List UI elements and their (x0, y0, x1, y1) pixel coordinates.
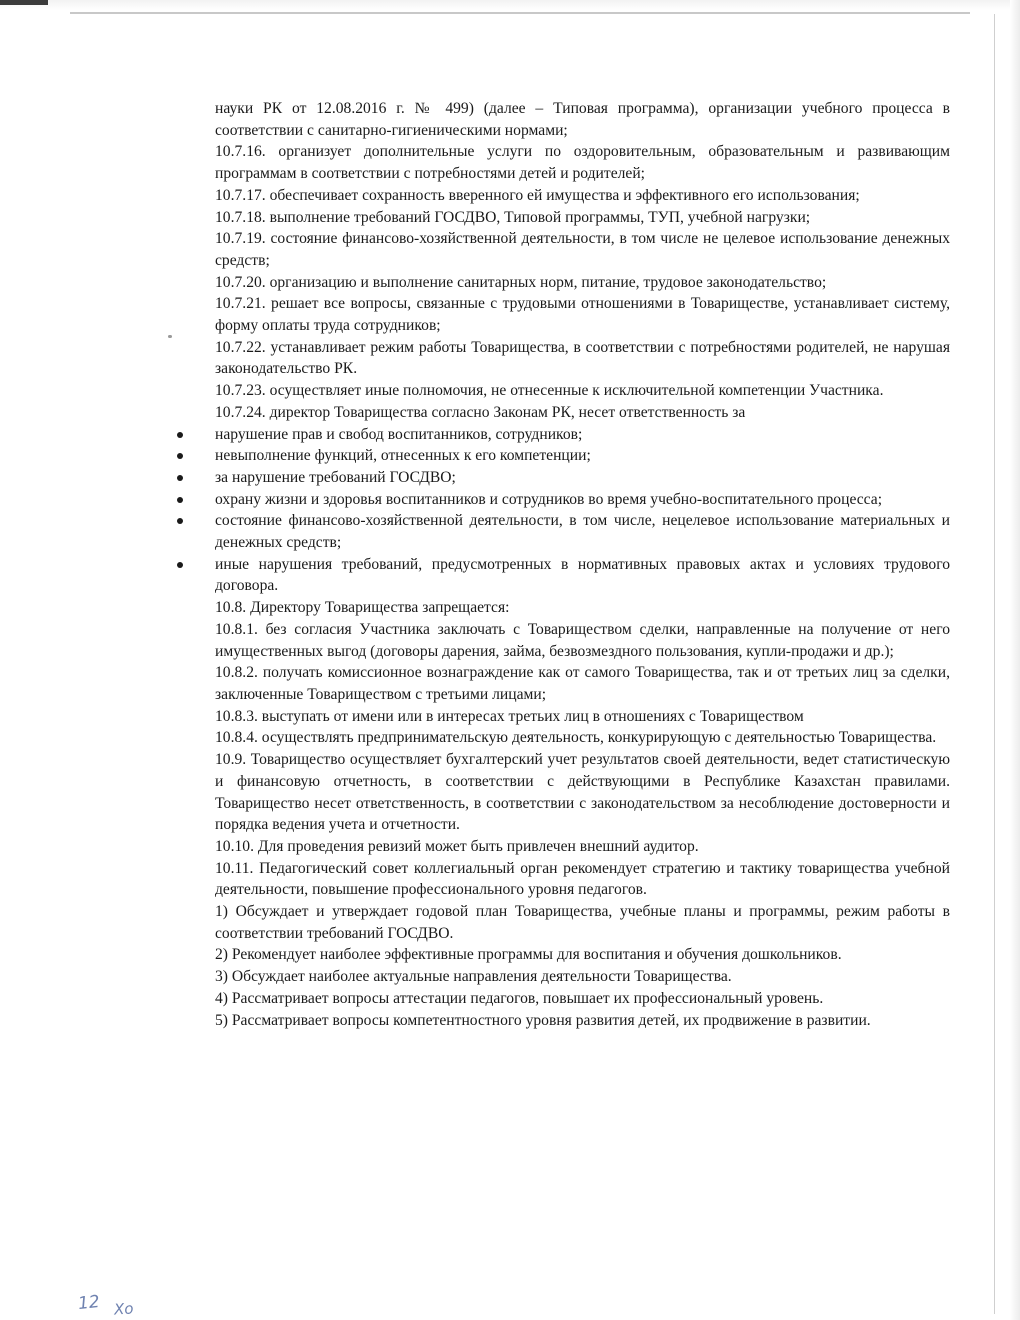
bullet-icon (177, 562, 183, 568)
scan-corner-mark (0, 0, 48, 5)
paragraph: 3) Обсуждает наиболее актуальные направления деятельности Товарищества. (215, 968, 732, 986)
list-item-text: иные нарушения требований, предусмотренных в нормативных правовых актах и условиях трудового договора. (215, 555, 950, 595)
bullet-icon (177, 432, 183, 438)
handwritten-initials: Хо (113, 1299, 135, 1319)
paragraph: 10.8.1. без согласия Участника заключать с Товариществом сделки, направленные на получение от него имущественных выгод (договоры дарения, займа, безвозмездного пользования, купли-продажи и др.); (215, 620, 950, 660)
list-item (215, 424, 950, 446)
stray-mark (168, 335, 172, 338)
list-item (215, 510, 950, 553)
paragraph: 10.7.20. организацию и выполнение санитарных норм, питание, трудовое законодательство; (215, 273, 827, 291)
paragraph: 10.7.19. состояние финансово-хозяйственной деятельности, в том числе не целевое использование денежных средств; (215, 230, 950, 269)
scan-right-line (994, 14, 995, 1314)
bullet-icon (177, 475, 183, 481)
list-item-text: за нарушение требований ГОСДВО; (215, 468, 456, 486)
paragraph: 10.7.17. обеспечивает сохранность вверенного ей имущества и эффективного его использования; (215, 186, 860, 204)
scan-top-edge (0, 0, 1020, 10)
paragraph: 10.7.16. организует дополнительные услуги по оздоровительным, образовательным и развивающим программам в соответствии с потребностями детей и родителей; (215, 143, 950, 183)
list-item-text: охрану жизни и здоровья воспитанников и сотрудников во время учебно-воспитательного процесса; (215, 490, 883, 508)
paragraph: 10.7.21. решает все вопросы, связанные с трудовыми отношениями в Товариществе, устанавливает систему, форму оплаты труда сотрудников; (215, 295, 950, 335)
handwritten-page-number: 12 (77, 1291, 101, 1315)
paragraph: 10.8.3. выступать от имени или в интересах третьих лиц в отношениях с Товариществом (215, 707, 804, 725)
list-item (215, 554, 950, 597)
paragraph: 10.7.24. директор Товарищества согласно Законам РК, несет ответственность за (215, 403, 746, 421)
document-body (215, 98, 950, 1031)
paragraph: 2) Рекомендует наиболее эффективные программы для воспитания и обучения дошкольников. (215, 946, 842, 964)
list-item (215, 467, 950, 489)
scan-right-edge (1010, 0, 1020, 1320)
paragraph: 10.7.18. выполнение требований ГОСДВО, Типовой программы, ТУП, учебной нагрузки; (215, 208, 811, 226)
list-item-text: состояние финансово-хозяйственной деятельности, в том числе, нецелевое использование материальных и денежных средств; (215, 512, 950, 552)
responsibility-list (215, 424, 950, 598)
paragraph: 10.9. Товарищество осуществляет бухгалтерский учет результатов своей деятельности, ведет статистическую и финансовую отчетность, в соответствии с действующими в Республике Казахстан правилами. Товарищество несет ответственность, в соответствии с законодательством за несоблюдение достоверности и порядка ведения учета и отчетности. (215, 751, 950, 834)
paragraph: 1) Обсуждает и утверждает годовой план Товарищества, учебные планы и программы, режим работы в соответствии требований ГОСДВО. (215, 903, 950, 942)
paragraph: 10.7.23. осуществляет иные полномочия, не отнесенные к исключительной компетенции Участника. (215, 382, 884, 400)
scan-top-line (70, 12, 970, 14)
paragraph: 10.10. Для проведения ревизий может быть привлечен внешний аудитор. (215, 837, 699, 855)
paragraphs-before-list (215, 98, 950, 424)
paragraph: 10.8. Директору Товарищества запрещается: (215, 599, 510, 617)
list-item-text: нарушение прав и свобод воспитанников, сотрудников; (215, 425, 583, 443)
paragraph: 5) Рассматривает вопросы компетентностного уровня развития детей, их продвижение в развитии. (215, 1011, 871, 1029)
list-item (215, 445, 950, 467)
paragraph: 10.8.4. осуществлять предпринимательскую деятельность, конкурирующую с деятельностью Товарищества. (215, 729, 937, 747)
paragraph: 10.8.2. получать комиссионное вознаграждение как от самого Товарищества, так и от третьих лиц за сделки, заключенные Товариществом с третьими лицами; (215, 664, 950, 703)
list-item-text: невыполнение функций, отнесенных к его компетенции; (215, 447, 591, 465)
paragraph: 4) Рассматривает вопросы аттестации педагогов, повышает их профессиональный уровень. (215, 989, 824, 1007)
paragraph: 10.7.22. устанавливает режим работы Товарищества, в соответствии с потребностями родителей, не нарушая законодательство РК. (215, 338, 950, 378)
list-item (215, 489, 950, 511)
paragraphs-after-list (215, 597, 950, 1031)
bullet-icon (177, 518, 183, 524)
paragraph: науки РК от 12.08.2016 г. № 499) (далее – Типовая программа), организации учебного процесса в соответствии с санитарно-гигиеническими нормами; (215, 100, 950, 139)
paragraph: 10.11. Педагогический совет коллегиальный орган рекомендует стратегию и тактику товарищества учебной деятельности, повышение профессионального уровня педагогов. (215, 859, 950, 899)
bullet-icon (177, 497, 183, 503)
bullet-icon (177, 453, 183, 459)
